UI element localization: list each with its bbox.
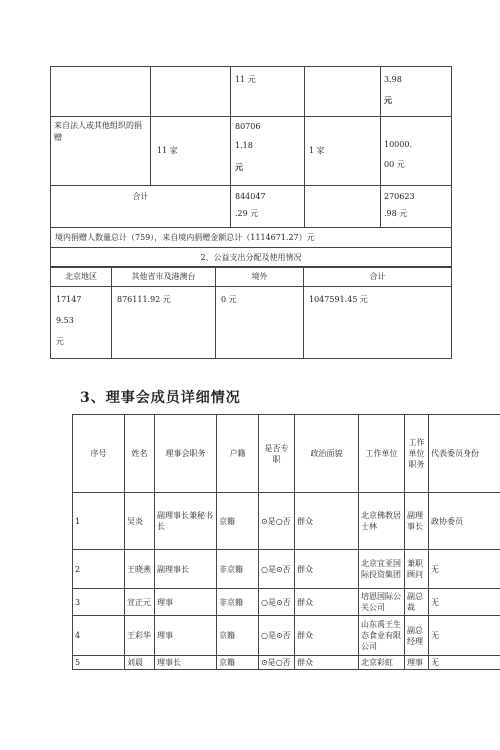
row1-employer-role: 副理事长 (405, 493, 429, 550)
row1-delegate: 政协委员 (429, 493, 500, 550)
table-row (73, 656, 500, 670)
table-row (73, 550, 500, 589)
cell-org-c5 (381, 117, 452, 186)
total-c3-line1: 844047 (235, 192, 266, 201)
row3-political: 群众 (295, 589, 359, 616)
cell-org-c2 (151, 117, 231, 186)
row5-hukou: 京籍 (217, 656, 259, 670)
row1-role: 副理事长兼秘书长 (155, 493, 217, 550)
row5-role: 理事长 (155, 656, 217, 670)
header-hukou: 户籍 (217, 415, 259, 493)
expense-beijing-line3: 元 (56, 337, 64, 346)
row3-index: 3 (73, 589, 125, 616)
org-c3-line3: 元 (235, 162, 243, 172)
row2-employer: 北京宜亚国际投资集团 (359, 550, 405, 589)
row2-hukou: 非京籍 (217, 550, 259, 589)
org-c2: 11 家 (157, 146, 178, 155)
header-employer-role: 工作单位职务 (405, 415, 429, 493)
row5-index: 5 (73, 656, 125, 670)
section2-title: 2、公益支出分配及使用情况 (200, 253, 302, 262)
row5-fulltime: ⊙是○否 (259, 656, 295, 670)
org-c5-line1: 10000. (384, 140, 412, 149)
cell-top-c3 (231, 67, 305, 117)
expense-beijing-line1: 17147 (56, 295, 82, 304)
expense-header-other: 其他省市及港澳台 (112, 267, 216, 287)
row4-employer-role: 副总经理 (405, 616, 429, 656)
row1-fulltime: ⊙是○否 (259, 493, 295, 550)
row2-fulltime: ○是⊙否 (259, 550, 295, 589)
cell-top-c2 (151, 67, 231, 117)
top-c3-text: 11 元 (235, 75, 256, 84)
cell-org-c3 (231, 117, 305, 186)
header-fulltime: 是否专职 (259, 415, 295, 493)
expense-header-beijing: 北京地区 (51, 267, 112, 287)
header-political: 政治面貌 (295, 415, 359, 493)
row4-index: 4 (73, 616, 125, 656)
row1-index: 1 (73, 493, 125, 550)
cell-top-c5 (381, 67, 452, 117)
top-c5-line2: 元 (384, 95, 392, 105)
expense-beijing-cell (51, 287, 112, 359)
org-c4: 1 家 (309, 146, 325, 155)
row3-fulltime: ○是⊙否 (259, 589, 295, 616)
cell-top-label (51, 67, 151, 117)
row3-employer: 培恩国际公关公司 (359, 589, 405, 616)
expense-abroad-value: 0 元 (221, 295, 237, 304)
table-row (73, 589, 500, 616)
row4-role: 理事 (155, 616, 217, 656)
org-c3-line2: 1.18 (235, 141, 253, 150)
row2-index: 2 (73, 550, 125, 589)
header-index: 序号 (73, 415, 125, 493)
expense-header-total: 合计 (304, 267, 452, 287)
row2-delegate: 无 (429, 550, 500, 589)
row5-employer-role: 理事 (405, 656, 429, 670)
board-header-row (73, 415, 500, 493)
total-c3-line2: .29 元 (235, 209, 259, 218)
org-label: 来自法人或其他组织的捐赠 (54, 121, 142, 142)
expense-table (50, 266, 452, 359)
expense-other-value: 876111.92 元 (117, 295, 171, 304)
cell-summary (51, 228, 452, 248)
row4-name: 王彩华 (125, 616, 155, 656)
row5-political: 群众 (295, 656, 359, 670)
expense-total-cell (304, 287, 452, 359)
row2-political: 群众 (295, 550, 359, 589)
expense-header-abroad: 境外 (216, 267, 304, 287)
row2-employer-role: 兼职顾问 (405, 550, 429, 589)
cell-total-c5 (381, 186, 452, 228)
row3-delegate: 无 (429, 589, 500, 616)
row1-name: 吴炎 (125, 493, 155, 550)
expense-beijing-line2: 9.53 (56, 316, 74, 325)
table-row (73, 493, 500, 550)
row4-employer: 山东禹王生态食业有限公司 (359, 616, 405, 656)
org-c5-line2: 00 元 (384, 160, 405, 169)
row4-delegate: 无 (429, 616, 500, 656)
donation-table (50, 66, 452, 268)
cell-org-label (51, 117, 151, 186)
row3-name: 宣正元 (125, 589, 155, 616)
cell-total-c4 (305, 186, 381, 228)
total-c5-line1: 270623 (384, 192, 415, 201)
row1-hukou: 京籍 (217, 493, 259, 550)
cell-section2-title (51, 248, 452, 268)
row3-hukou: 非京籍 (217, 589, 259, 616)
board-table (72, 414, 500, 670)
expense-other-cell (112, 287, 216, 359)
section3-title: 3、理事会成员详细情况 (80, 390, 241, 406)
row4-fulltime: ○是⊙否 (259, 616, 295, 656)
row5-employer: 北京彩虹 (359, 656, 405, 670)
cell-total-c3 (231, 186, 305, 228)
table-row (73, 616, 500, 656)
row5-name: 刘晨 (125, 656, 155, 670)
row2-name: 王晓燕 (125, 550, 155, 589)
header-employer: 工作单位 (359, 415, 405, 493)
org-c3-line1: 80706 (235, 122, 261, 131)
cell-total-label (51, 186, 231, 228)
expense-abroad-cell (216, 287, 304, 359)
total-c5-line2: .98 元 (384, 209, 408, 218)
row3-role: 理事 (155, 589, 217, 616)
donation-summary: 境内捐赠人数量总计（759），来自境内捐赠金额总计（1114671.27）元 (55, 233, 315, 242)
row2-role: 副理事长 (155, 550, 217, 589)
row1-employer: 北京佛教居士林 (359, 493, 405, 550)
cell-top-c4 (305, 67, 381, 117)
expense-total-value: 1047591.45 元 (309, 295, 368, 304)
row3-employer-role: 副总裁 (405, 589, 429, 616)
header-name: 姓名 (125, 415, 155, 493)
header-delegate: 代表委员身份 (429, 415, 500, 493)
top-c5-line1: 3.98 (384, 75, 402, 84)
cell-org-c4 (305, 117, 381, 186)
row5-delegate: 无 (429, 656, 500, 670)
header-role: 理事会职务 (155, 415, 217, 493)
total-label: 合计 (132, 192, 149, 201)
row4-political: 群众 (295, 616, 359, 656)
row1-political: 群众 (295, 493, 359, 550)
row4-hukou: 京籍 (217, 616, 259, 656)
